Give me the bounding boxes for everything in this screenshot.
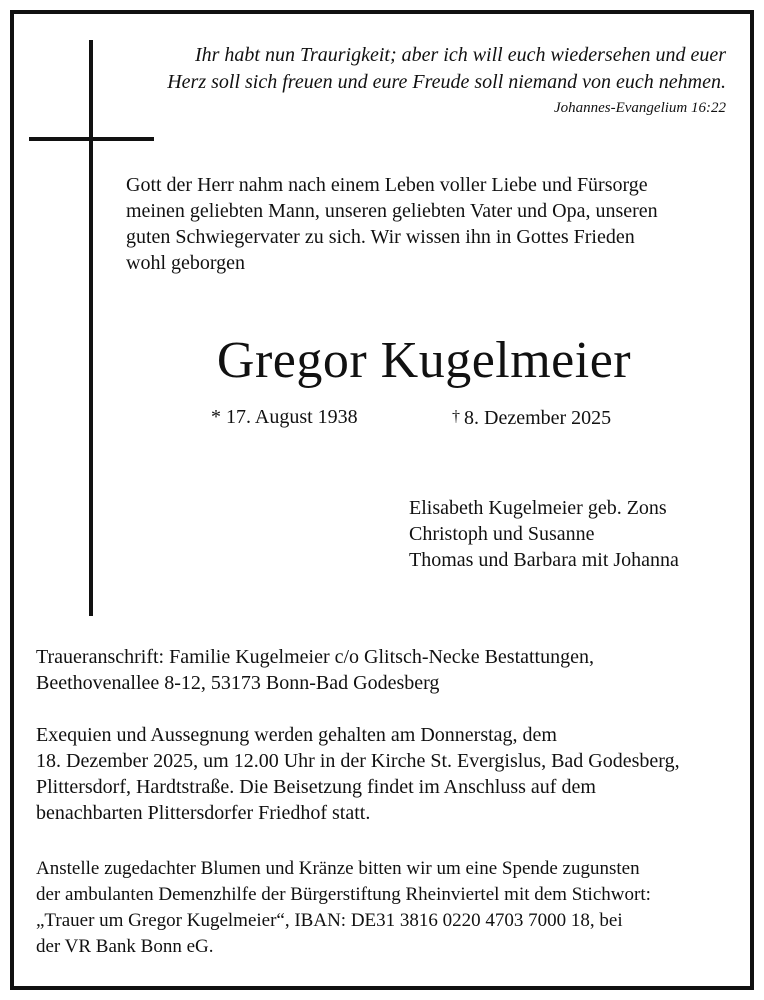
death-date: 8. Dezember 2025 xyxy=(464,407,612,429)
mourner-line: Christoph und Susanne xyxy=(409,523,595,545)
deceased-name: Gregor Kugelmeier xyxy=(216,332,632,389)
intro-line: guten Schwiegervater zu sich. Wir wissen ihn in Gottes Frieden xyxy=(126,226,635,248)
service-line: Exequien und Aussegnung werden gehalten am Donnerstag, dem xyxy=(36,724,557,746)
intro-text xyxy=(126,172,746,276)
cross-horizontal-bar xyxy=(29,137,154,141)
quote-source: Johannes-Evangelium 16:22 xyxy=(553,100,726,116)
quote-line: Herz soll sich freuen und eure Freude soll niemand von euch nehmen. xyxy=(167,71,726,93)
bible-quote xyxy=(106,42,726,118)
address-line: Traueranschrift: Familie Kugelmeier c/o Glitsch-Necke Bestattungen, xyxy=(36,646,594,668)
death-date-group xyxy=(452,404,611,431)
mourner-line: Elisabeth Kugelmeier geb. Zons xyxy=(409,497,667,519)
donation-line: der ambulanten Demenzhilfe der Bürgerstiftung Rheinviertel mit dem Stichwort: xyxy=(36,884,651,905)
intro-line: Gott der Herr nahm nach einem Leben voller Liebe und Fürsorge xyxy=(126,174,648,196)
birth-date: * 17. August 1938 xyxy=(211,406,358,428)
donation-line: „Trauer um Gregor Kugelmeier“, IBAN: DE31 3816 0220 4703 7000 18, bei xyxy=(36,910,623,931)
address-line: Beethovenallee 8-12, 53173 Bonn-Bad Godesberg xyxy=(36,672,440,694)
intro-line: meinen geliebten Mann, unseren geliebten Vater und Opa, unseren xyxy=(126,200,658,222)
donation-info xyxy=(36,856,736,960)
donation-line: der VR Bank Bonn eG. xyxy=(36,936,214,957)
mourner-line: Thomas und Barbara mit Johanna xyxy=(409,549,679,571)
intro-line: wohl geborgen xyxy=(126,252,246,274)
donation-line: Anstelle zugedachter Blumen und Kränze bitten wir um eine Spende zugunsten xyxy=(36,858,640,879)
quote-line: Ihr habt nun Traurigkeit; aber ich will euch wiedersehen und euer xyxy=(194,44,726,66)
mourners-list xyxy=(409,495,679,573)
mourning-address xyxy=(36,644,736,696)
service-info xyxy=(36,722,736,826)
service-line: 18. Dezember 2025, um 12.00 Uhr in der Kirche St. Evergislus, Bad Godesberg, xyxy=(36,750,680,772)
dagger-icon: † xyxy=(452,408,460,425)
service-line: Plittersdorf, Hardtstraße. Die Beisetzung findet im Anschluss auf dem xyxy=(36,776,596,798)
service-line: benachbarten Plittersdorfer Friedhof statt. xyxy=(36,802,371,824)
